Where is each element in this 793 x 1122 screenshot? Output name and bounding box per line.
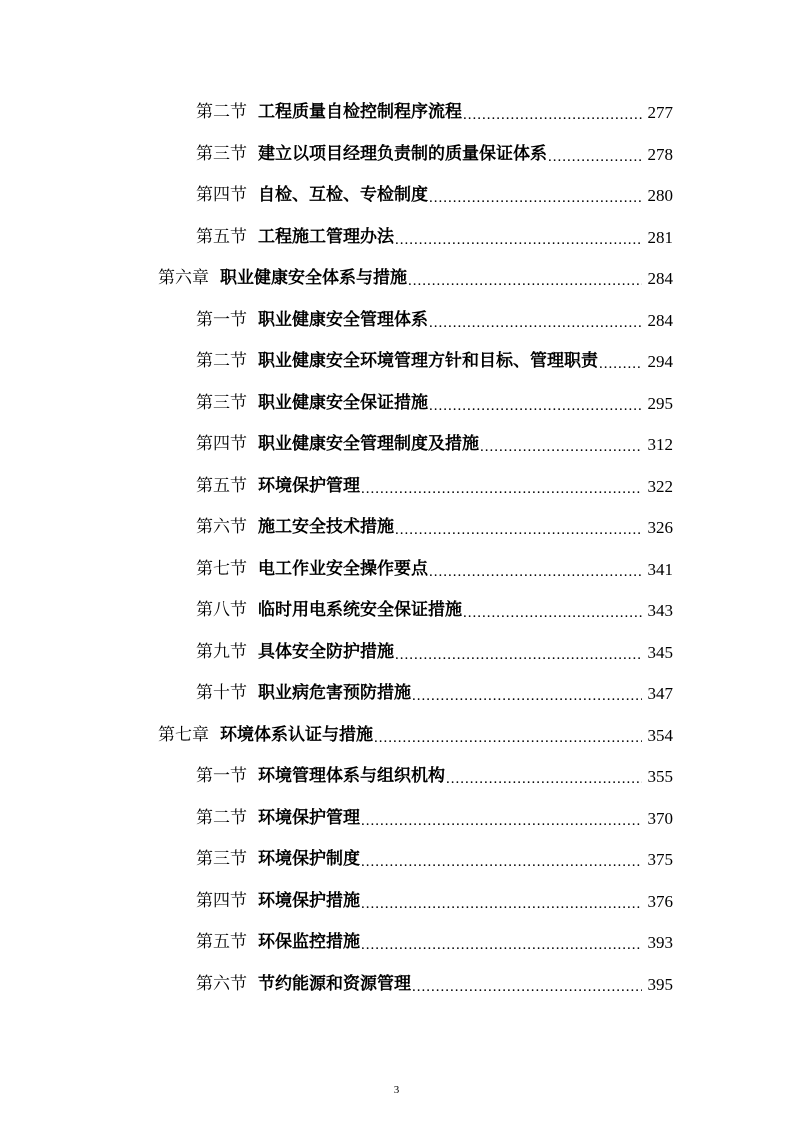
toc-chapter-entry[interactable] bbox=[0, 715, 793, 757]
toc-entry-title: 职业健康安全管理制度及措施 bbox=[258, 434, 479, 455]
toc-entry-page: 376 bbox=[647, 891, 673, 911]
toc-entry-title: 职业健康安全管理体系 bbox=[258, 309, 428, 330]
toc-dot-leader bbox=[429, 310, 642, 331]
toc-section-entry[interactable] bbox=[0, 673, 793, 715]
toc-entry-number: 第六节 bbox=[196, 973, 247, 994]
toc-entry-page: 375 bbox=[647, 850, 673, 870]
toc-entry-page: 322 bbox=[647, 476, 673, 496]
toc-entry-page: 343 bbox=[647, 601, 673, 621]
toc-entry-title: 职业病危害预防措施 bbox=[258, 683, 411, 704]
toc-entry-number: 第一节 bbox=[196, 766, 247, 787]
toc-section-entry[interactable] bbox=[0, 922, 793, 964]
toc-entry-page: 355 bbox=[647, 767, 673, 787]
toc-entry-number: 第五节 bbox=[196, 932, 247, 953]
toc-entry-page: 294 bbox=[647, 352, 673, 372]
toc-entry-page: 281 bbox=[647, 227, 673, 247]
toc-entry-page: 326 bbox=[647, 518, 673, 538]
toc-section-entry[interactable] bbox=[0, 507, 793, 549]
toc-entry-page: 295 bbox=[647, 393, 673, 413]
toc-entry-number: 第三节 bbox=[196, 849, 247, 870]
toc-dot-leader bbox=[463, 102, 642, 123]
toc-entry-number: 第十节 bbox=[196, 683, 247, 704]
toc-entry-page: 312 bbox=[647, 435, 673, 455]
toc-entry-number: 第二节 bbox=[196, 351, 247, 372]
toc-section-entry[interactable] bbox=[0, 964, 793, 1006]
toc-entry-title: 环境体系认证与措施 bbox=[220, 724, 373, 745]
toc-dot-leader bbox=[463, 600, 642, 621]
toc-section-entry[interactable] bbox=[0, 300, 793, 342]
toc-entry-title: 施工安全技术措施 bbox=[258, 517, 394, 538]
toc-dot-leader bbox=[446, 766, 642, 787]
toc-section-entry[interactable] bbox=[0, 424, 793, 466]
toc-entry-title: 工程质量自检控制程序流程 bbox=[258, 102, 462, 123]
toc-dot-leader bbox=[412, 974, 642, 995]
toc-dot-leader bbox=[395, 227, 642, 248]
toc-section-entry[interactable] bbox=[0, 92, 793, 134]
toc-entry-title: 工程施工管理办法 bbox=[258, 226, 394, 247]
toc-section-entry[interactable] bbox=[0, 341, 793, 383]
toc-dot-leader bbox=[429, 559, 642, 580]
toc-entry-title: 临时用电系统安全保证措施 bbox=[258, 600, 462, 621]
toc-entry-title: 自检、互检、专检制度 bbox=[258, 185, 428, 206]
toc-entry-number: 第四节 bbox=[196, 890, 247, 911]
toc-entry-number: 第四节 bbox=[196, 185, 247, 206]
toc-entry-number: 第三节 bbox=[196, 143, 247, 164]
toc-entry-title: 建立以项目经理负责制的质量保证体系 bbox=[258, 143, 547, 164]
toc-entry-page: 354 bbox=[647, 725, 673, 745]
toc-entry-number: 第三节 bbox=[196, 392, 247, 413]
toc-entry-page: 395 bbox=[647, 974, 673, 994]
toc-section-entry[interactable] bbox=[0, 383, 793, 425]
toc-dot-leader bbox=[480, 434, 642, 455]
toc-dot-leader bbox=[361, 891, 642, 912]
toc-entry-title: 职业健康安全环境管理方针和目标、管理职责 bbox=[258, 351, 598, 372]
toc-dot-leader bbox=[408, 268, 642, 289]
toc-entry-page: 393 bbox=[647, 933, 673, 953]
toc-dot-leader bbox=[548, 144, 642, 165]
toc-entry-page: 277 bbox=[647, 103, 673, 123]
toc-entry-page: 278 bbox=[647, 144, 673, 164]
toc-dot-leader bbox=[374, 725, 642, 746]
toc-entry-number: 第六节 bbox=[196, 517, 247, 538]
toc-entry-title: 环境保护措施 bbox=[258, 890, 360, 911]
toc-entry-page: 370 bbox=[647, 808, 673, 828]
toc-section-entry[interactable] bbox=[0, 798, 793, 840]
toc-dot-leader bbox=[429, 185, 642, 206]
toc-section-entry[interactable] bbox=[0, 175, 793, 217]
toc-section-entry[interactable] bbox=[0, 881, 793, 923]
toc-dot-leader bbox=[429, 393, 642, 414]
toc-entry-number: 第七章 bbox=[158, 724, 209, 745]
toc-section-entry[interactable] bbox=[0, 549, 793, 591]
toc-entry-title: 环境保护管理 bbox=[258, 475, 360, 496]
toc-entry-page: 347 bbox=[647, 684, 673, 704]
toc-section-entry[interactable] bbox=[0, 839, 793, 881]
toc-entry-number: 第九节 bbox=[196, 641, 247, 662]
toc-entry-number: 第一节 bbox=[196, 309, 247, 330]
toc-section-entry[interactable] bbox=[0, 217, 793, 259]
toc-entry-title: 职业健康安全保证措施 bbox=[258, 392, 428, 413]
toc-entry-number: 第七节 bbox=[196, 558, 247, 579]
toc-dot-leader bbox=[361, 476, 642, 497]
toc-entry-title: 环境保护制度 bbox=[258, 849, 360, 870]
toc-entry-number: 第二节 bbox=[196, 807, 247, 828]
toc-section-entry[interactable] bbox=[0, 590, 793, 632]
toc-section-entry[interactable] bbox=[0, 756, 793, 798]
toc-dot-leader bbox=[395, 642, 642, 663]
toc-entry-number: 第五节 bbox=[196, 475, 247, 496]
toc-entry-page: 280 bbox=[647, 186, 673, 206]
toc-entry-title: 电工作业安全操作要点 bbox=[258, 558, 428, 579]
toc-entry-title: 职业健康安全体系与措施 bbox=[220, 268, 407, 289]
toc-dot-leader bbox=[599, 351, 642, 372]
toc-entry-page: 345 bbox=[647, 642, 673, 662]
toc-entry-title: 具体安全防护措施 bbox=[258, 641, 394, 662]
toc-entry-number: 第八节 bbox=[196, 600, 247, 621]
toc-entry-title: 节约能源和资源管理 bbox=[258, 973, 411, 994]
toc-dot-leader bbox=[361, 932, 642, 953]
page-number: 3 bbox=[393, 1084, 400, 1096]
toc-entry-title: 环境管理体系与组织机构 bbox=[258, 766, 445, 787]
toc-entry-page: 284 bbox=[647, 310, 673, 330]
toc-entry-number: 第二节 bbox=[196, 102, 247, 123]
toc-entry-number: 第五节 bbox=[196, 226, 247, 247]
toc-entry-number: 第六章 bbox=[158, 268, 209, 289]
toc-entry-page: 284 bbox=[647, 269, 673, 289]
toc-section-entry[interactable] bbox=[0, 134, 793, 176]
toc-entry-title: 环境保护管理 bbox=[258, 807, 360, 828]
toc-section-entry[interactable] bbox=[0, 632, 793, 674]
toc-section-entry[interactable] bbox=[0, 466, 793, 508]
toc-entry-number: 第四节 bbox=[196, 434, 247, 455]
toc-entry-title: 环保监控措施 bbox=[258, 932, 360, 953]
table-of-contents bbox=[0, 92, 793, 1005]
toc-dot-leader bbox=[361, 808, 642, 829]
toc-chapter-entry[interactable] bbox=[0, 258, 793, 300]
toc-dot-leader bbox=[361, 849, 642, 870]
toc-dot-leader bbox=[412, 683, 642, 704]
toc-dot-leader bbox=[395, 517, 642, 538]
toc-entry-page: 341 bbox=[647, 559, 673, 579]
